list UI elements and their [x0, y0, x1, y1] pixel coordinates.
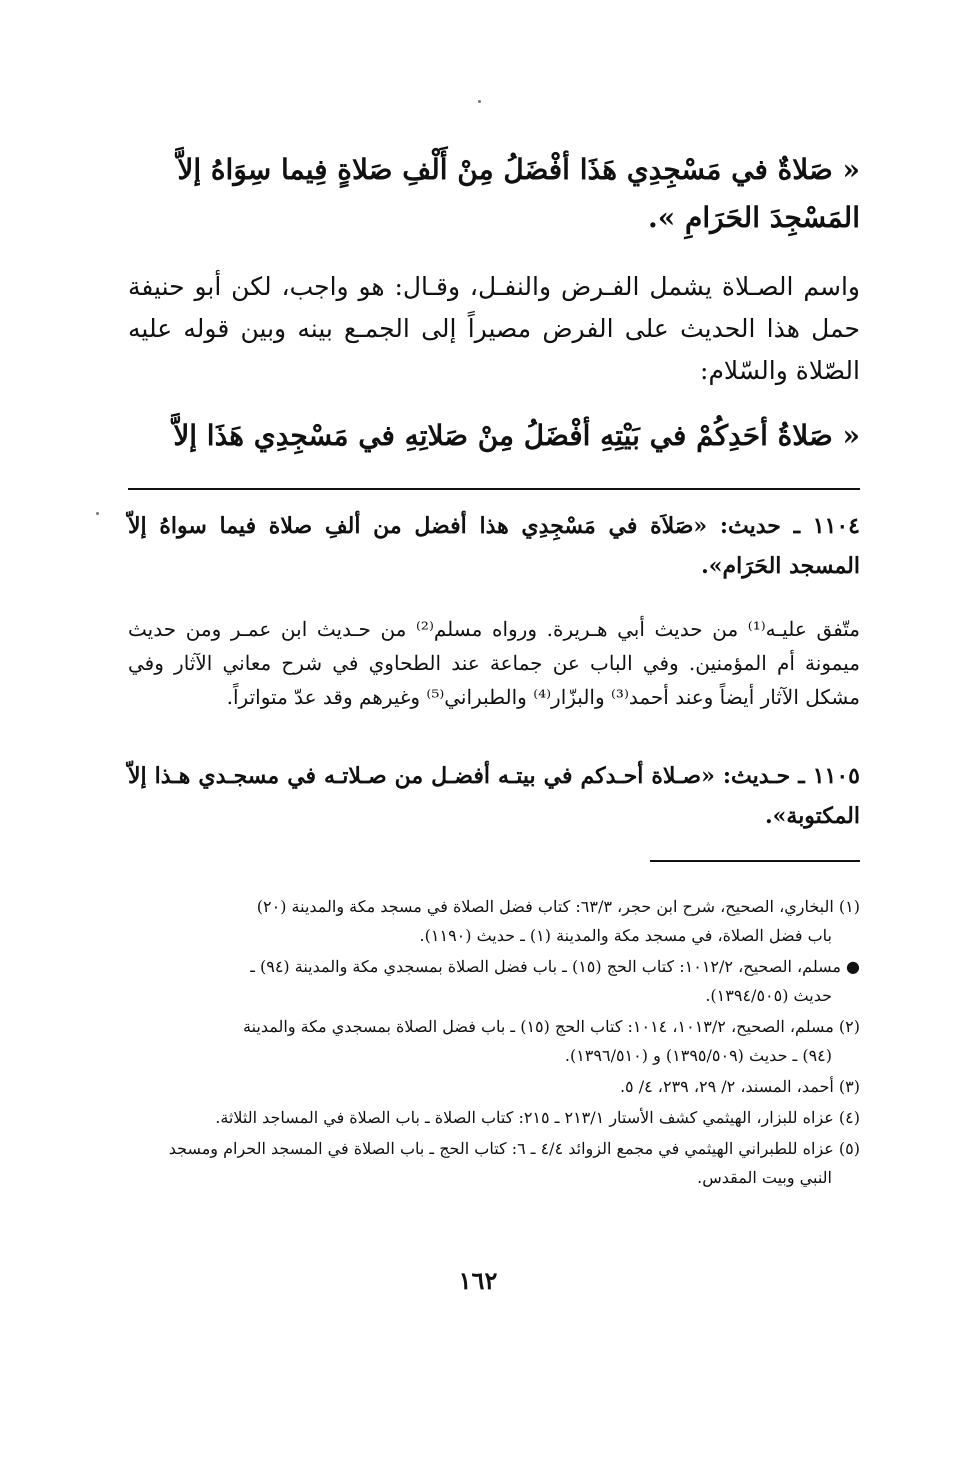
footnote-4-line: (٤) عزاه للبزار، الهيثمي كشف الأستار ٢١٣/١ ـ ٢١٥: كتاب الصلاة ـ باب الصلاة في المساجد الثلاثة.: [215, 1108, 860, 1127]
footnote-4: [128, 1103, 860, 1132]
scan-speck: [96, 512, 99, 515]
footnote-1: [128, 892, 860, 950]
hadith-second-text: « صَلاةُ أحَدِكُمْ في بَيْتِهِ أفْضَلُ مِنْ صَلاتِهِ في مَسْجِدِي هَذَا إلاَّ: [173, 419, 860, 452]
footnote-divider: [650, 860, 860, 862]
footnote-2: [128, 1012, 860, 1070]
hadith-entry-1105: ١١٠٥ ـ حـديث: «صـلاة أحـدكم في بيتـه أفضـل من صـلاتـه في مسجـدي هـذا إلاّ المكتوبة».: [128, 763, 860, 829]
hadith-notes-1104: متّفق عليـه⁽¹⁾ من حديث أبي هـريرة. ورواه مسلم⁽²⁾ من حـديث ابن عمـر ومن حديث ميمونة أم المؤمنين. وفي الباب عن جماعة عند الطحاوي في شرح معاني الآثار وفي مشكل الآثار أيضاً وعند أحمد⁽³⁾ والبزّار⁽⁴⁾ والطبراني⁽⁵⁾ وغيرهم وقد عدّ متواتراً.: [128, 617, 860, 709]
page-number: ١٦٢: [458, 1266, 498, 1295]
footnote-1-continuation: باب فضل الصلاة، في مسجد مكة والمدينة (١) ـ حديث (١١٩٠).: [419, 926, 832, 945]
footnote-2-continuation: (٩٤) ـ حديث (١٣٩٥/٥٠٩) و (١٣٩٦/٥١٠).: [564, 1046, 832, 1065]
footnote-1-muslim-line: ● مسلم، الصحيح، ١٠١٢/٢: كتاب الحج (١٥) ـ باب فضل الصلاة بمسجدي مكة والمدينة (٩٤) ـ: [250, 957, 860, 976]
hadith-entry-1104: ١١٠٤ ـ حديث: «صَلاَة في مَسْجِدِي هذا أفضل من ألفِ صلاة فيما سواهُ إلاّ المسجد الحَرَام».: [128, 513, 860, 579]
footnote-3: [128, 1072, 860, 1101]
footnote-1-muslim: [128, 952, 860, 1010]
footnote-2-line: (٢) مسلم، الصحيح، ١٠١٣/٢، ١٠١٤: كتاب الحج (١٥) ـ باب فضل الصلاة بمسجدي مكة والمدينة: [242, 1017, 860, 1036]
hadith-main-text: « صَلاةٌ في مَسْجِدِي هَذَا أفْضَلُ مِنْ أَلْفِ صَلاةٍ فِيما سِوَاهُ إلاَّ المَسْجِدَ الحَرَامِ ».: [177, 153, 860, 234]
footnote-3-line: (٣) أحمد، المسند، ٢/ ٢٩، ٢٣٩، ٤/ ٥.: [619, 1077, 860, 1096]
footnote-1-muslim-continuation: حديث (١٣٩٤/٥٠٥).: [705, 986, 832, 1005]
footnotes: [128, 892, 860, 1194]
footnote-5-continuation: النبي وبيت المقدس.: [697, 1168, 832, 1187]
scan-speck: [478, 100, 481, 103]
section-divider: [128, 488, 860, 490]
commentary-paragraph: واسم الصـلاة يشمل الفـرض والنفـل، وقـال: هو واجب، لكن أبو حنيفة حمل هذا الحديث على الفرض مصيراً إلى الجمـع بينه وبين قوله عليه الصّلاة والسّلام:: [128, 272, 860, 385]
footnote-5-line: (٥) عزاه للطبراني الهيثمي في مجمع الزوائد ٤/٤ ـ ٦: كتاب الحج ـ باب الصلاة في المسجد الحرام ومسجد: [168, 1139, 860, 1158]
footnote-5: [128, 1134, 860, 1192]
footnote-1-line: (١) البخاري، الصحيح، شرح ابن حجر، ٦٣/٣: كتاب فضل الصلاة في مسجد مكة والمدينة (٢٠): [256, 897, 860, 916]
